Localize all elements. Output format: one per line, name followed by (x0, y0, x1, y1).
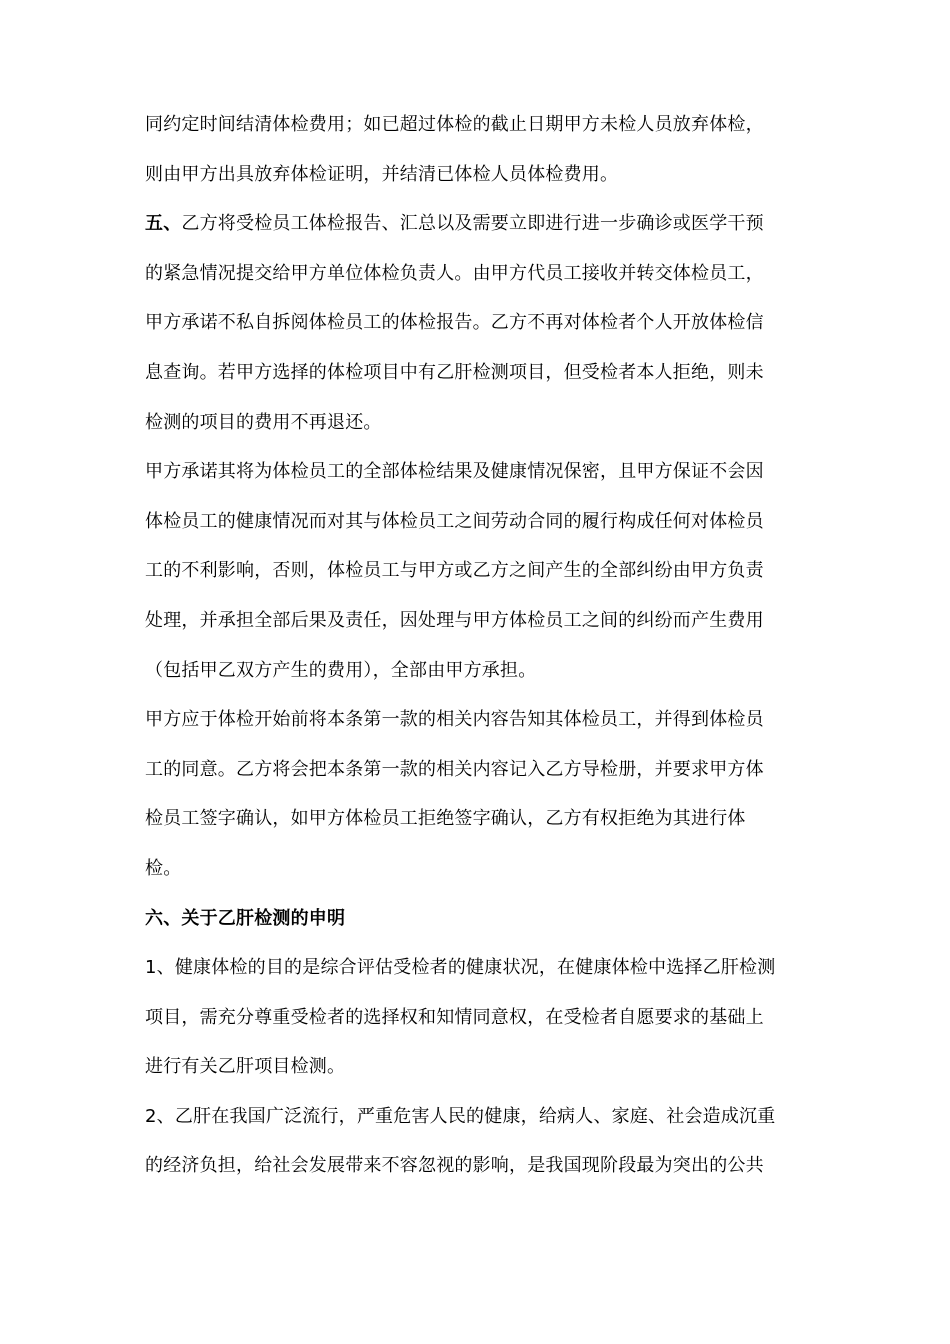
text-line: 同约定时间结清体检费用；如已超过体检的截止日期甲方未检人员放弃体检， (145, 114, 764, 135)
section-five-text: 乙方将受检员工体检报告、汇总以及需要立即进行进一步确诊或医学干预 (181, 213, 764, 235)
text-line: 息查询。若甲方选择的体检项目中有乙肝检测项目，但受检者本人拒绝，则未 (145, 361, 764, 383)
text-line: 检员工签字确认，如甲方体检员工拒绝签字确认，乙方有权拒绝为其进行体 (145, 808, 746, 830)
text-line: 甲方应于体检开始前将本条第一款的相关内容告知其体检员工，并得到体检员 (145, 709, 764, 731)
section-five-number: 五、 (145, 213, 182, 235)
text-line: 则由甲方出具放弃体检证明，并结清已体检人员体检费用。 (145, 163, 619, 185)
text-line: 工的不利影响，否则，体检员工与甲方或乙方之间产生的全部纠纷由甲方负责 (145, 560, 764, 582)
document-body (145, 106, 810, 1197)
text-line: 检。 (145, 857, 182, 879)
text-line: 甲方承诺不私自拆阅体检员工的体检报告。乙方不再对体检者个人开放体检信 (145, 312, 764, 334)
text-line: 的紧急情况提交给甲方单位体检负责人。由甲方代员工接收并转交体检员工， (145, 262, 764, 284)
text-line: 甲方承诺其将为体检员工的全部体检结果及健康情况保密，且甲方保证不会因 (145, 461, 764, 483)
text-line: 项目，需充分尊重受检者的选择权和知情同意权，在受检者自愿要求的基础上 (145, 1006, 764, 1028)
text-line: 处理，并承担全部后果及责任，因处理与甲方体检员工之间的纠纷而产生费用 (145, 609, 764, 631)
text-line: 体检员工的健康情况而对其与体检员工之间劳动合同的履行构成任何对体检员 (145, 510, 764, 532)
text-line: 检测的项目的费用不再退还。 (145, 411, 382, 433)
section-six-heading: 六、关于乙肝检测的申明 (145, 907, 346, 929)
text-line: 的经济负担，给社会发展带来不容忽视的影响，是我国现阶段最为突出的公共 (145, 1155, 764, 1177)
section-five-line (145, 205, 810, 255)
text-line: 1、健康体检的目的是综合评估受检者的健康状况，在健康体检中选择乙肝检测 (145, 957, 776, 979)
text-line: 工的同意。乙方将会把本条第一款的相关内容记入乙方导检册，并要求甲方体 (145, 758, 764, 780)
text-line: 进行有关乙肝项目检测。 (145, 1056, 346, 1078)
text-line: 2、乙肝在我国广泛流行，严重危害人民的健康，给病人、家庭、社会造成沉重 (145, 1105, 776, 1127)
text-line: （包括甲乙双方产生的费用），全部由甲方承担。 (145, 659, 537, 681)
